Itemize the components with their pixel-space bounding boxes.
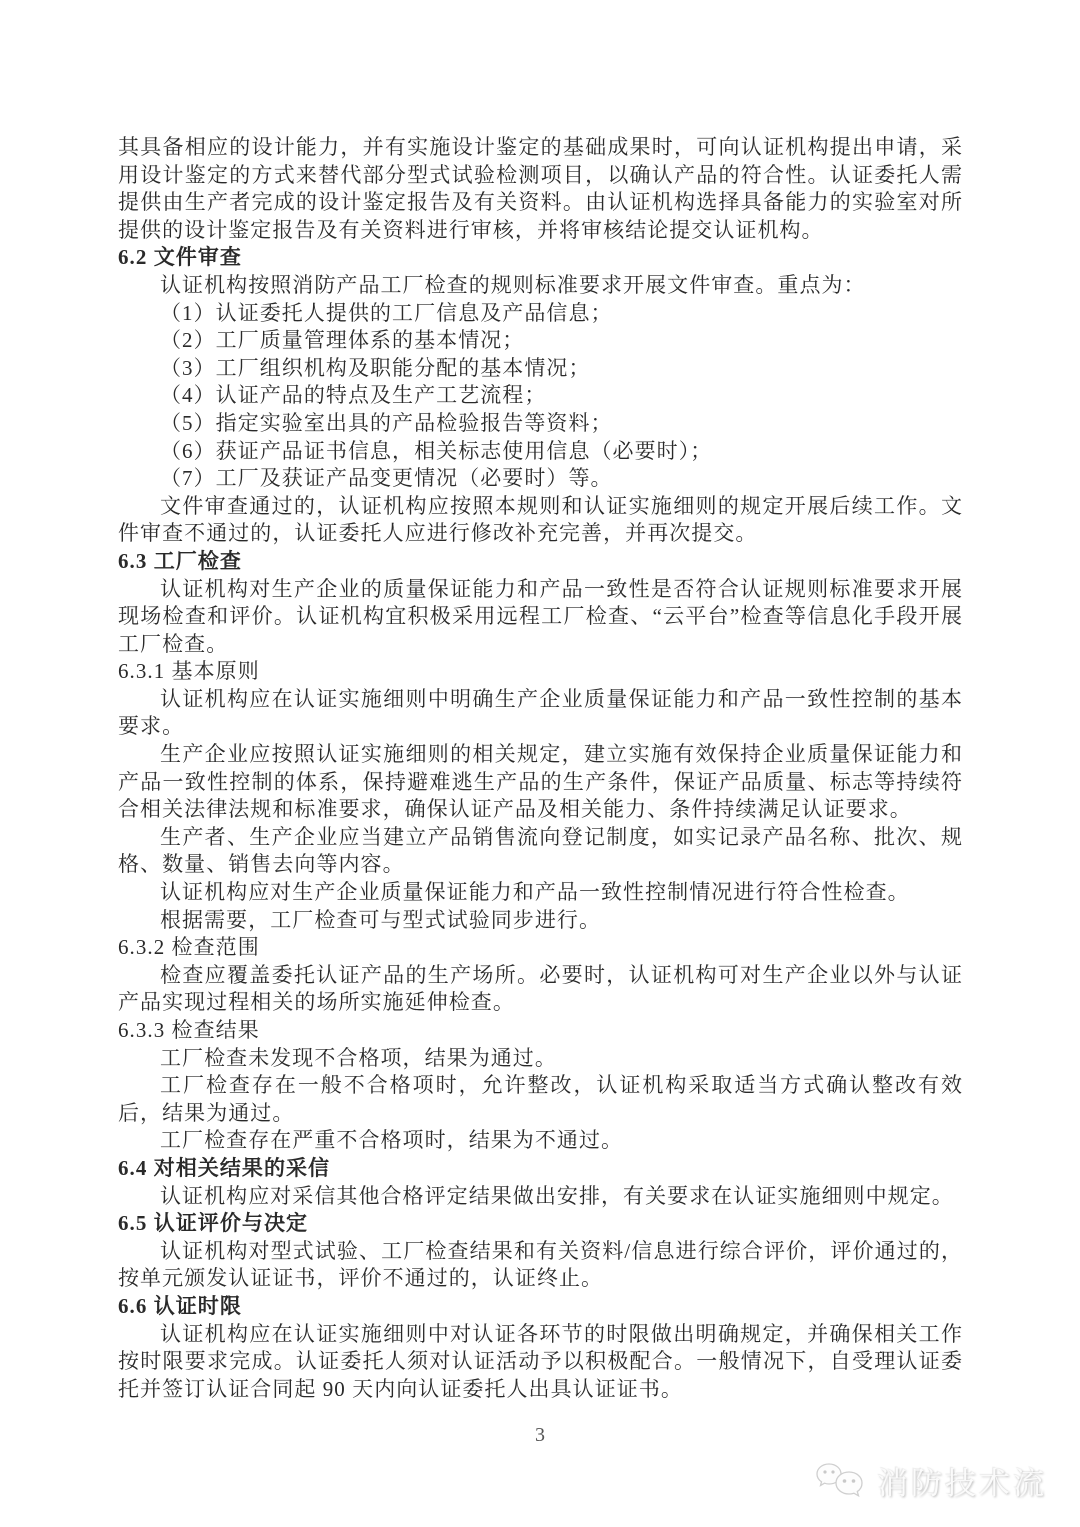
paragraph: 其具备相应的设计能力，并有实施设计鉴定的基础成果时，可向认证机构提出申请，采用设计鉴定的方式来替代部分型式试验检测项目，以确认产品的符合性。认证委托人需提供由生产者完成的设计鉴定报告及有关资料。由认证机构选择具备能力的实验室对所提供的设计鉴定报告及有关资料进行审核，并将审核结论提交认证机构。 bbox=[118, 135, 963, 242]
document-page-content bbox=[118, 134, 963, 1403]
section-heading: 6.2 文件审查 bbox=[118, 245, 242, 270]
list-item: （5）指定实验室出具的产品检验报告等资料； bbox=[160, 410, 613, 435]
list-item: （6）获证产品证书信息，相关标志使用信息（必要时）； bbox=[160, 438, 713, 463]
list-item: （7）工厂及获证产品变更情况（必要时）等。 bbox=[160, 466, 613, 491]
list-item: （4）认证产品的特点及生产工艺流程； bbox=[160, 383, 547, 408]
paragraph: 认证机构应对采信其他合格评定结果做出安排，有关要求在认证实施细则中规定。 bbox=[160, 1183, 954, 1208]
paragraph: 认证机构对生产企业的质量保证能力和产品一致性是否符合认证规则标准要求开展现场检查和评价。认证机构宜积极采用远程工厂检查、“云平台”检查等信息化手段开展工厂检查。 bbox=[118, 576, 963, 656]
paragraph: 工厂检查存在一般不合格项时，允许整改，认证机构采取适当方式确认整改有效后，结果为通过。 bbox=[118, 1073, 963, 1125]
paragraph: 认证机构应对生产企业质量保证能力和产品一致性控制情况进行符合性检查。 bbox=[160, 880, 910, 905]
paragraph: 生产者、生产企业应当建立产品销售流向登记制度，如实记录产品名称、批次、规格、数量、销售去向等内容。 bbox=[118, 824, 963, 877]
paragraph: 认证机构应在认证实施细则中对认证各环节的时限做出明确规定，并确保相关工作按时限要求完成。认证委托人须对认证活动予以积极配合。一般情况下，自受理认证委托并签订认证合同起 90 天内向认证委托人出具认证证书。 bbox=[118, 1321, 963, 1401]
list-item: （2）工厂质量管理体系的基本情况； bbox=[160, 328, 525, 353]
subsection-heading: 6.3.1 基本原则 bbox=[118, 659, 260, 684]
paragraph: 认证机构应在认证实施细则中明确生产企业质量保证能力和产品一致性控制的基本要求。 bbox=[118, 686, 963, 739]
wechat-icon bbox=[815, 1460, 867, 1502]
section-heading: 6.4 对相关结果的采信 bbox=[118, 1155, 331, 1180]
list-item: （1）认证委托人提供的工厂信息及产品信息； bbox=[160, 300, 613, 325]
section-heading: 6.3 工厂检查 bbox=[118, 548, 242, 573]
paragraph: 认证机构按照消防产品工厂检查的规则标准要求开展文件审查。重点为： bbox=[160, 272, 866, 297]
watermark-label: 消防技术流 bbox=[877, 1466, 1047, 1501]
paragraph: 工厂检查未发现不合格项，结果为通过。 bbox=[160, 1045, 557, 1070]
paragraph: 工厂检查存在严重不合格项时，结果为不通过。 bbox=[160, 1128, 624, 1153]
list-item: （3）工厂组织机构及职能分配的基本情况； bbox=[160, 355, 591, 380]
paragraph: 检查应覆盖委托认证产品的生产场所。必要时，认证机构可对生产企业以外与认证产品实现过程相关的场所实施延伸检查。 bbox=[118, 962, 963, 1015]
page-number: 3 bbox=[535, 1424, 545, 1446]
section-heading: 6.5 认证评价与决定 bbox=[118, 1211, 309, 1236]
subsection-heading: 6.3.3 检查结果 bbox=[118, 1018, 260, 1042]
subsection-heading: 6.3.2 检查范围 bbox=[118, 935, 260, 960]
watermark bbox=[815, 1458, 1047, 1503]
paragraph: 文件审查通过的，认证机构应按照本规则和认证实施细则的规定开展后续工作。文件审查不通过的，认证委托人应进行修改补充完善，并再次提交。 bbox=[118, 493, 963, 546]
paragraph: 认证机构对型式试验、工厂检查结果和有关资料/信息进行综合评价，评价通过的，按单元颁发认证证书，评价不通过的，认证终止。 bbox=[118, 1238, 963, 1291]
paragraph: 根据需要，工厂检查可与型式试验同步进行。 bbox=[160, 907, 601, 932]
paragraph: 生产企业应按照认证实施细则的相关规定，建立实施有效保持企业质量保证能力和产品一致性控制的体系，保持避难逃生产品的生产条件，保证产品质量、标志等持续符合相关法律法规和标准要求，确保认证产品及相关能力、条件持续满足认证要求。 bbox=[118, 742, 963, 822]
section-heading: 6.6 认证时限 bbox=[118, 1293, 242, 1318]
